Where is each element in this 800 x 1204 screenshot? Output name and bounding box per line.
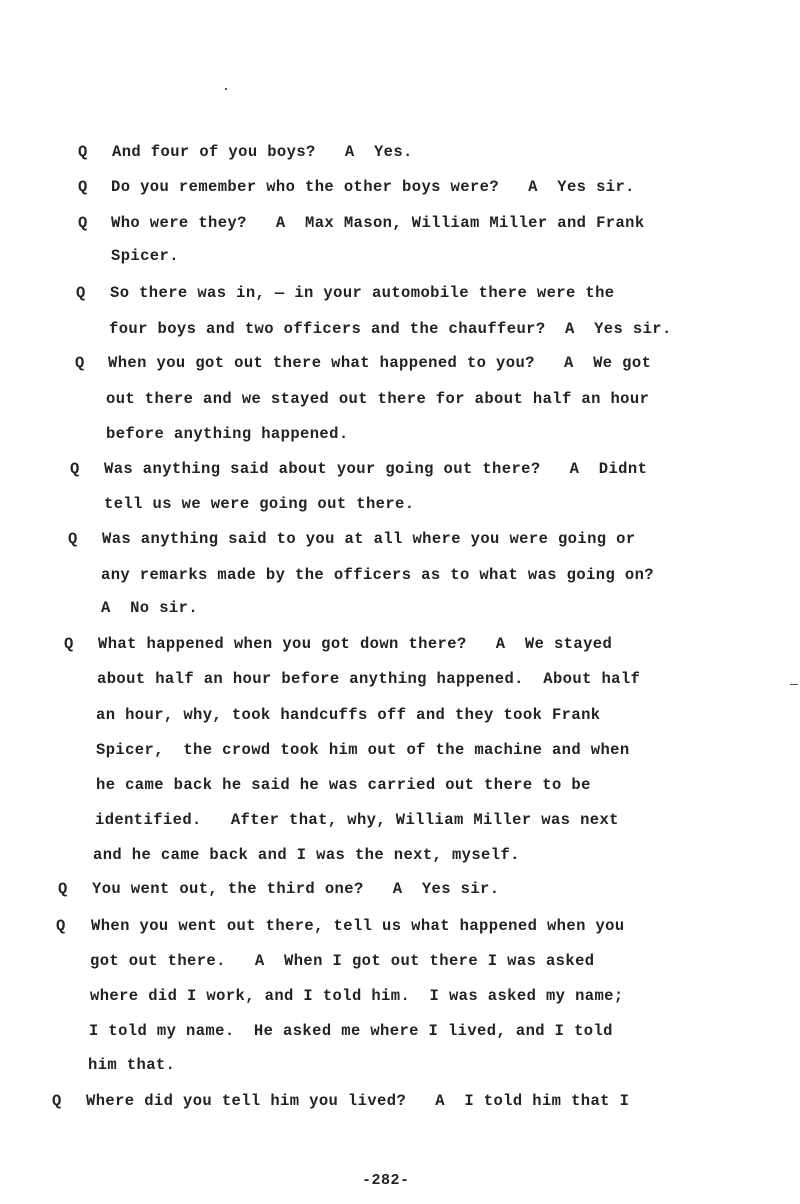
transcript-line: where did I work, and I told him. I was asked my name; xyxy=(90,987,624,1005)
speaker-label-q: Q xyxy=(56,917,66,935)
transcript-line: Do you remember who the other boys were? A Yes sir. xyxy=(111,178,635,196)
speaker-label-q: Q xyxy=(78,143,88,161)
transcript-line: him that. xyxy=(88,1056,176,1074)
transcript-line: tell us we were going out there. xyxy=(104,495,415,513)
transcript-line: Who were they? A Max Mason, William Miller and Frank xyxy=(111,214,645,232)
scan-speck xyxy=(225,88,227,90)
transcript-line: When you got out there what happened to you? A We got xyxy=(108,354,652,372)
transcript-line: before anything happened. xyxy=(106,425,349,443)
speaker-label-q: Q xyxy=(76,284,86,302)
transcript-line: and he came back and I was the next, myself. xyxy=(93,846,520,864)
transcript-line: Was anything said to you at all where you were going or xyxy=(102,530,636,548)
speaker-label-q: Q xyxy=(52,1092,62,1110)
transcript-line: any remarks made by the officers as to what was going on? xyxy=(101,566,654,584)
transcript-line: out there and we stayed out there for about half an hour xyxy=(106,390,650,408)
transcript-line: Where did you tell him you lived? A I told him that I xyxy=(86,1092,630,1110)
transcript-line: four boys and two officers and the chauffeur? A Yes sir. xyxy=(109,320,672,338)
transcript-line: So there was in, — in your automobile there were the xyxy=(110,284,615,302)
speaker-label-q: Q xyxy=(68,530,78,548)
speaker-label-q: Q xyxy=(78,178,88,196)
transcript-line: an hour, why, took handcuffs off and they took Frank xyxy=(96,706,601,724)
transcript-line: Spicer. xyxy=(111,247,179,265)
transcript-line: And four of you boys? A Yes. xyxy=(112,143,413,161)
speaker-label-q: Q xyxy=(64,635,74,653)
transcript-line: identified. After that, why, William Miller was next xyxy=(95,811,619,829)
transcript-line: about half an hour before anything happened. About half xyxy=(97,670,641,688)
scan-speck xyxy=(790,684,798,685)
transcript-line: Spicer, the crowd took him out of the machine and when xyxy=(96,741,630,759)
speaker-label-q: Q xyxy=(78,214,88,232)
page-number: -282- xyxy=(362,1172,410,1189)
transcript-line: he came back he said he was carried out there to be xyxy=(96,776,591,794)
transcript-line: I told my name. He asked me where I lived, and I told xyxy=(89,1022,613,1040)
speaker-label-q: Q xyxy=(58,880,68,898)
speaker-label-q: Q xyxy=(75,354,85,372)
transcript-line: What happened when you got down there? A We stayed xyxy=(98,635,613,653)
transcript-line: got out there. A When I got out there I was asked xyxy=(90,952,595,970)
transcript-line: Was anything said about your going out there? A Didnt xyxy=(104,460,648,478)
transcript-line: You went out, the third one? A Yes sir. xyxy=(92,880,500,898)
transcript-line: When you went out there, tell us what happened when you xyxy=(91,917,625,935)
transcript-line: A No sir. xyxy=(101,599,199,617)
speaker-label-q: Q xyxy=(70,460,80,478)
